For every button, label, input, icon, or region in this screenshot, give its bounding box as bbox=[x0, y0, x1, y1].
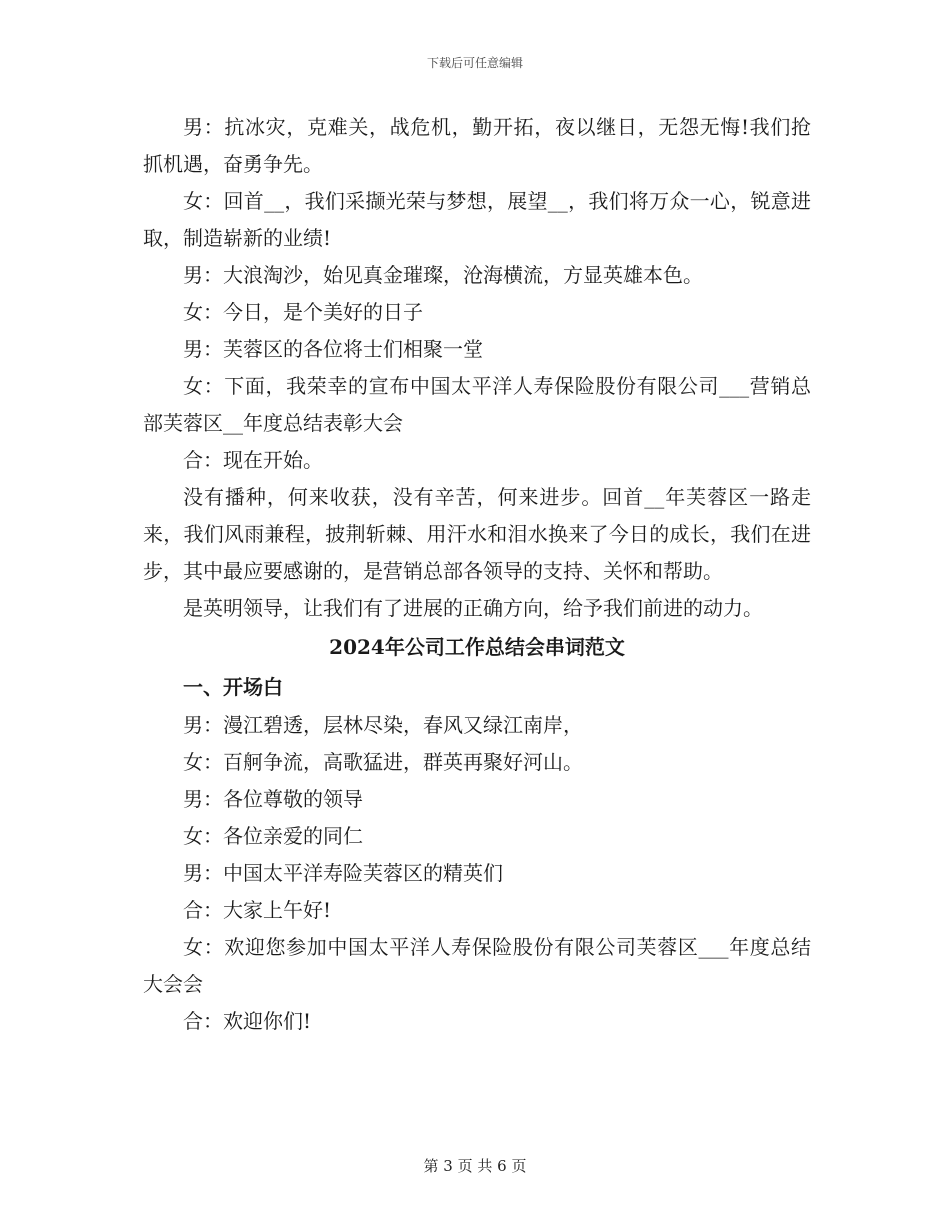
paragraph: 男：漫江碧透，层林尽染，春风又绿江南岸， bbox=[183, 713, 583, 737]
paragraph: 女：各位亲爱的同仁 bbox=[183, 824, 363, 848]
paragraph: 男：大浪淘沙，始见真金璀璨，沧海横流，方显英雄本色。 bbox=[183, 263, 703, 287]
section-heading: 一、开场白 bbox=[183, 675, 283, 699]
document-title: 2024年公司工作总结会串词范文 bbox=[329, 635, 625, 659]
paragraph: 合：欢迎你们! bbox=[183, 1009, 312, 1033]
paragraph: 合：现在开始。 bbox=[183, 448, 323, 472]
page-footer: 第 3 页 共 6 页 bbox=[423, 1157, 527, 1175]
page-header: 下载后可任意编辑 bbox=[426, 56, 523, 70]
paragraph: 女：欢迎您参加中国太平洋人寿保险股份有限公司芙蓉区___年度总结大会会 bbox=[143, 935, 811, 996]
document-body bbox=[143, 109, 811, 1040]
paragraph: 男：中国太平洋寿险芙蓉区的精英们 bbox=[183, 861, 503, 885]
paragraph: 男：芙蓉区的各位将士们相聚一堂 bbox=[183, 337, 483, 361]
paragraph: 男：抗冰灾，克难关，战危机，勤开拓，夜以继日，无怨无悔!我们抢抓机遇，奋勇争先。 bbox=[143, 115, 811, 176]
paragraph: 没有播种，何来收获，没有辛苦，何来进步。回首__年芙蓉区一路走来，我们风雨兼程，披荆斩棘、用汗水和泪水换来了今日的成长，我们在进步，其中最应要感谢的，是营销总部各领导的支持、关怀和帮助。 bbox=[143, 485, 811, 583]
paragraph: 合：大家上午好! bbox=[183, 898, 332, 922]
paragraph: 女：下面，我荣幸的宣布中国太平洋人寿保险股份有限公司___营销总部芙蓉区__年度总结表彰大会 bbox=[143, 374, 811, 435]
paragraph: 男：各位尊敬的领导 bbox=[183, 787, 363, 811]
paragraph: 女：百舸争流，高歌猛进，群英再聚好河山。 bbox=[183, 750, 583, 774]
paragraph: 是英明领导，让我们有了进展的正确方向，给予我们前进的动力。 bbox=[183, 596, 763, 620]
paragraph: 女：今日，是个美好的日子 bbox=[183, 300, 423, 324]
paragraph: 女：回首__，我们采撷光荣与梦想，展望__，我们将万众一心，锐意进取，制造崭新的业绩! bbox=[143, 189, 811, 250]
